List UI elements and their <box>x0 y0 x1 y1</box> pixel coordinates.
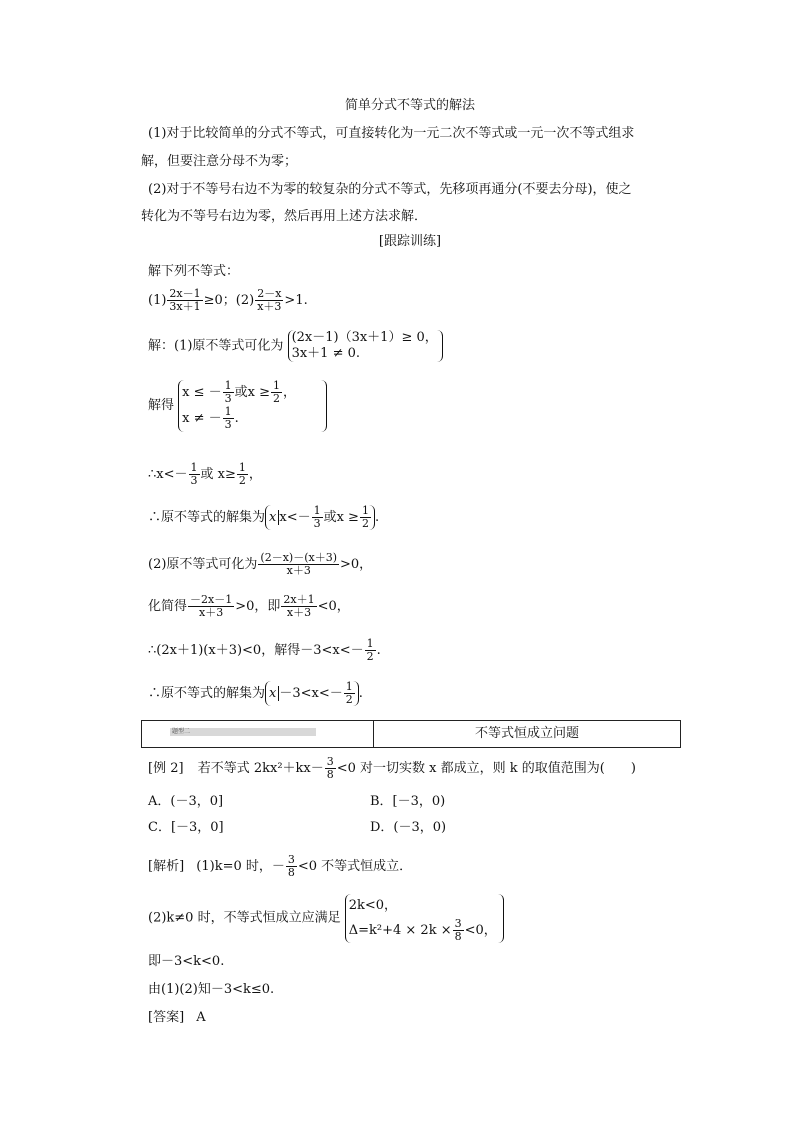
set-end: . <box>358 686 363 701</box>
rule-2-line-a: (2)对于不等号右边不为零的较复杂的分式不等式，先移项再通分(不要去分母)，使之 <box>148 182 632 197</box>
problem-2-relation: >1. <box>284 293 308 308</box>
condition-1: 2k<0， <box>348 898 398 913</box>
solution-1-lead: 解：(1)原不等式可化为 <box>148 338 284 354</box>
solution-2-set <box>148 681 363 706</box>
option-c: C．[－3，0] <box>148 820 224 835</box>
fraction-denominator: 3x＋1 <box>169 300 201 313</box>
solution-2-simplify <box>148 594 350 619</box>
fraction-denominator: 2 <box>361 517 369 530</box>
example-text-b: <0 对一切实数 x 都成立，则 k 的取值范围为( ) <box>336 761 636 776</box>
option-b: B．[－3，0) <box>370 794 446 809</box>
sol2-lead: (2)原不等式可化为 <box>148 557 258 572</box>
analysis-line-3: 即－3<k<0. <box>148 954 225 969</box>
fraction-denominator: 8 <box>287 866 295 879</box>
fraction-numerator: 1 <box>238 461 246 474</box>
fraction-numerator: 3 <box>454 917 462 930</box>
simplify-lead: 化简得 <box>148 599 188 614</box>
case-1-a: x ≤ － <box>182 385 222 400</box>
fraction-numerator: 2x＋1 <box>283 593 315 606</box>
fraction-denominator: x＋3 <box>286 564 311 577</box>
fraction-numerator: 3 <box>287 853 295 866</box>
solution-set <box>265 505 375 530</box>
fraction-numerator: 2－x <box>257 287 282 300</box>
fraction-denominator: 3 <box>224 418 232 431</box>
option-a: A．(－3，0] <box>148 794 224 809</box>
fraction-denominator: x＋3 <box>199 606 224 619</box>
system-line-2: 3x＋1 ≠ 0. <box>291 346 360 361</box>
fraction-three-eighths <box>453 918 464 943</box>
fraction-denominator: 3 <box>224 392 232 405</box>
answer-value: A <box>196 1010 206 1025</box>
analysis-line-1-a: (1)k=0 时，－ <box>196 859 285 874</box>
analysis-line-1-b: <0 不等式恒成立． <box>297 859 413 874</box>
result-c: ， <box>248 467 262 482</box>
problem-1-relation: ≥0；(2) <box>203 293 255 308</box>
fraction-one-half <box>271 380 282 405</box>
solution-1-result <box>148 462 262 487</box>
fraction-numerator: 3 <box>326 755 334 768</box>
fraction-one-half <box>360 505 371 530</box>
solution-2-product <box>148 638 381 663</box>
condition-2 <box>348 917 497 943</box>
equivalent-relation: <0， <box>317 599 350 614</box>
fraction-denominator: 2 <box>366 650 374 663</box>
sol2-fraction <box>258 552 339 577</box>
sol2-relation: >0， <box>340 557 373 572</box>
section-tag: 题型二 <box>172 728 191 735</box>
section-header <box>141 720 681 748</box>
fraction-one-half <box>344 681 355 706</box>
solve-lead: 解得 <box>148 398 175 413</box>
fraction-numerator: 1 <box>224 379 232 392</box>
case-1-b: 或x ≥ <box>234 385 271 400</box>
fraction-denominator: 2 <box>238 474 246 487</box>
set-variable: x <box>269 510 279 525</box>
case-1-c: ， <box>283 385 297 400</box>
rule-2-line-b: 转化为不等号右边为零，然后再用上述方法求解． <box>141 209 428 224</box>
set-condition-b: 或x ≥ <box>323 510 359 525</box>
exercise-prompt: 解下列不等式： <box>148 264 240 279</box>
fraction-one-third <box>312 505 323 530</box>
fraction-three-eighths <box>286 854 297 879</box>
equivalent-fraction <box>281 594 316 619</box>
problem-2-fraction <box>255 288 283 313</box>
problem-1-fraction <box>167 288 202 313</box>
solution-1-solve <box>148 380 327 432</box>
fraction-numerator: 1 <box>224 405 232 418</box>
result-b: 或 x≥ <box>200 467 236 482</box>
exercise-problems <box>148 288 308 313</box>
section-title: 不等式恒成立问题 <box>474 726 579 741</box>
example-question <box>148 756 636 781</box>
example-label: [例 2] <box>148 761 184 776</box>
fraction-numerator: (2－x)－(x＋3) <box>260 551 337 564</box>
fraction-numerator: 2x－1 <box>169 287 201 300</box>
fraction-one-half <box>237 462 248 487</box>
case-2-a: x ≠ － <box>182 411 222 426</box>
rule-1-line-a: (1)对于比较简单的分式不等式，可直接转化为一元二次不等式或一元一次不等式组求 <box>148 126 635 141</box>
simplified-fraction <box>188 594 234 619</box>
rule-1-line-b: 解，但要注意分母不为零； <box>141 154 298 169</box>
fraction-denominator: x＋3 <box>286 606 312 619</box>
simplify-relation: >0，即 <box>235 599 281 614</box>
condition-2-b: <0， <box>464 923 497 938</box>
fraction-one-third <box>223 406 234 431</box>
fraction-numerator: 1 <box>366 637 374 650</box>
fraction-numerator: 1 <box>361 504 369 517</box>
condition-brace <box>345 894 504 943</box>
set-end: . <box>374 510 380 525</box>
fraction-one-third <box>223 380 234 405</box>
case-2 <box>182 405 239 431</box>
fraction-one-half <box>365 638 376 663</box>
example-text-a: 若不等式 2kx²＋kx－ <box>197 761 324 776</box>
fraction-numerator: 1 <box>313 504 321 517</box>
fraction-denominator: 2 <box>273 392 281 405</box>
fraction-numerator: －2x－1 <box>190 593 233 606</box>
fraction-numerator: 1 <box>273 379 281 392</box>
fraction-one-third <box>189 462 200 487</box>
analysis-line-2 <box>148 894 504 943</box>
page-title: 简单分式不等式的解法 <box>344 98 475 113</box>
solution-set <box>265 681 359 706</box>
set-lead: ∴原不等式的解集为 <box>148 510 266 525</box>
system-brace <box>288 330 443 362</box>
fraction-three-eighths <box>325 756 336 781</box>
set-condition: －3<x<－ <box>279 686 343 701</box>
analysis-line-2-a: (2)k≠0 时，不等式恒成立应满足 <box>148 910 341 926</box>
fraction-numerator: 1 <box>190 461 198 474</box>
set-variable: x <box>269 686 279 701</box>
system-line-1: (2x－1)（3x＋1）≥ 0， <box>291 330 438 345</box>
fraction-denominator: 3 <box>190 474 198 487</box>
analysis-line-1 <box>148 854 412 879</box>
analysis-label: [解析] <box>148 859 185 874</box>
solve-brace <box>178 380 327 432</box>
case-1 <box>182 379 297 405</box>
product-end: . <box>376 643 381 658</box>
answer-line <box>148 1008 206 1028</box>
set-lead: ∴原不等式的解集为 <box>148 686 266 701</box>
fraction-denominator: 3 <box>313 517 321 530</box>
case-2-b: . <box>234 411 239 426</box>
result-a: ∴x<－ <box>148 467 188 482</box>
product-line: ∴(2x＋1)(x＋3)<0，解得－3<x<－ <box>148 643 364 658</box>
training-heading: [跟踪训练] <box>378 234 442 249</box>
answer-label: [答案] <box>148 1010 185 1025</box>
fraction-denominator: 8 <box>326 768 334 781</box>
solution-1-system <box>148 330 443 362</box>
fraction-denominator: x＋3 <box>257 300 282 313</box>
fraction-numerator: 1 <box>345 680 353 693</box>
fraction-denominator: 8 <box>454 930 462 943</box>
condition-2-a: Δ=k²+4 × 2k × <box>348 923 452 938</box>
option-d: D．(－3，0) <box>370 820 447 835</box>
analysis-line-4: 由(1)(2)知－3<k≤0. <box>148 982 275 997</box>
problem-1-label: (1) <box>148 293 167 308</box>
solution-1-set <box>148 505 379 530</box>
set-condition-a: x<－ <box>279 510 311 525</box>
section-tag-bar <box>170 728 316 736</box>
solution-2-transform <box>148 552 372 577</box>
fraction-denominator: 2 <box>345 693 353 706</box>
